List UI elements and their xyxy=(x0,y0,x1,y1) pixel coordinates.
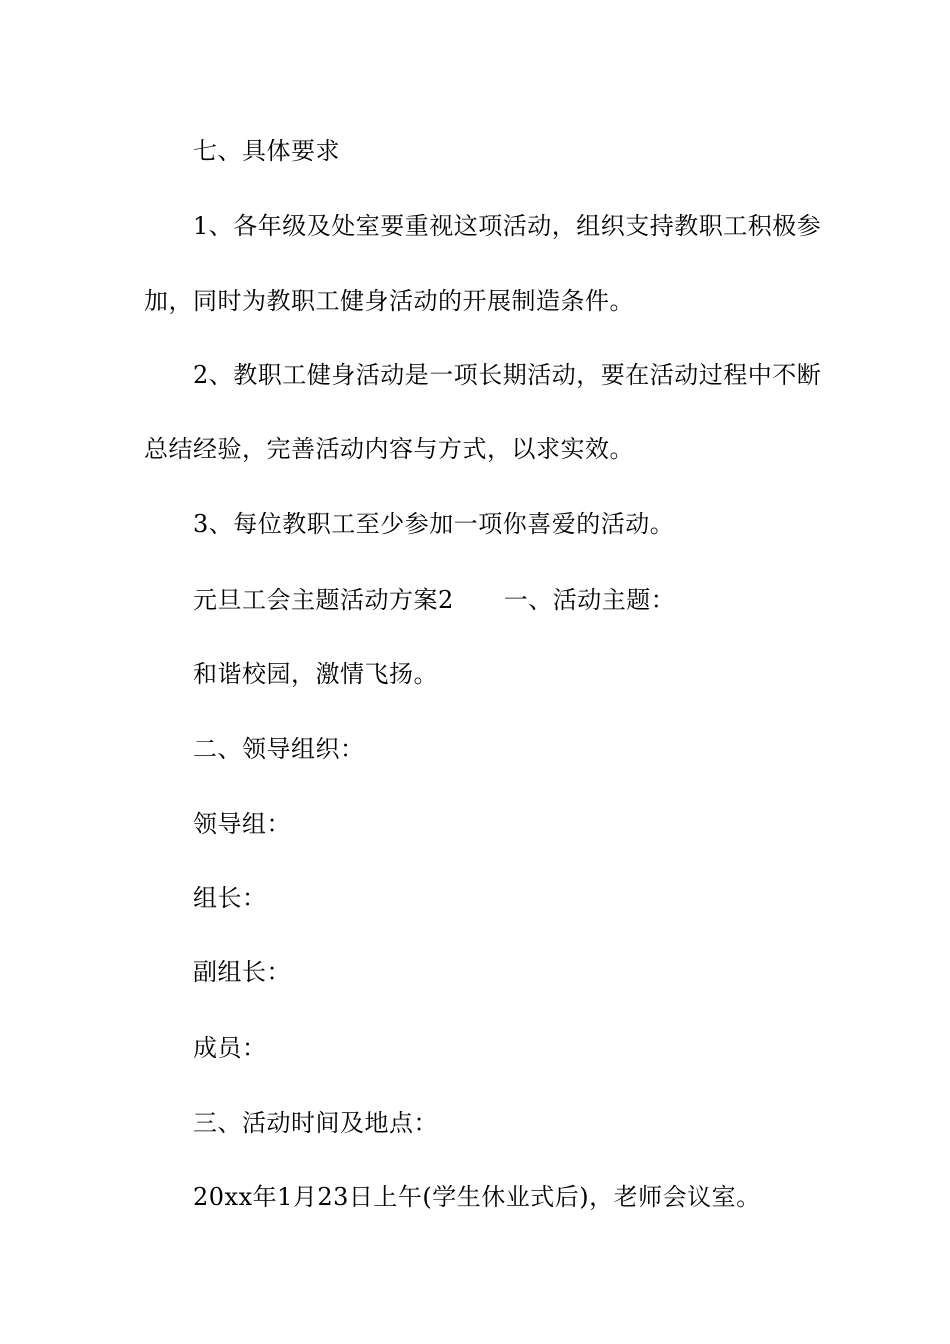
paragraph-line: 加，同时为教职工健身活动的开展制造条件。 xyxy=(144,287,634,315)
paragraph-line: 1、各年级及处室要重视这项活动，组织支持教职工积极参 xyxy=(193,212,822,240)
members-label: 成员： xyxy=(193,1034,267,1062)
paragraph-line: 总结经验，完善活动内容与方式，以求实效。 xyxy=(144,435,634,463)
plan-title: 元旦工会主题活动方案2 xyxy=(193,586,454,614)
theme-text: 和谐校园，激情飞扬。 xyxy=(193,660,438,688)
paragraph-line: 2、教职工健身活动是一项长期活动，要在活动过程中不断 xyxy=(193,361,822,389)
paragraph-line: 3、每位教职工至少参加一项你喜爱的活动。 xyxy=(193,510,675,538)
section-heading-theme: 一、活动主题： xyxy=(503,586,676,614)
time-place-text: 20xx年1月23日上午(学生休业式后)，老师会议室。 xyxy=(193,1183,761,1211)
plan-title-row xyxy=(193,585,675,615)
leader-label: 组长： xyxy=(193,884,267,912)
deputy-leader-label: 副组长： xyxy=(193,958,291,986)
section-heading-requirements: 七、具体要求 xyxy=(193,137,340,165)
section-heading-leadership: 二、领导组织： xyxy=(193,735,365,763)
leadership-group-label: 领导组： xyxy=(193,810,291,838)
section-heading-time-place: 三、活动时间及地点： xyxy=(193,1109,438,1137)
